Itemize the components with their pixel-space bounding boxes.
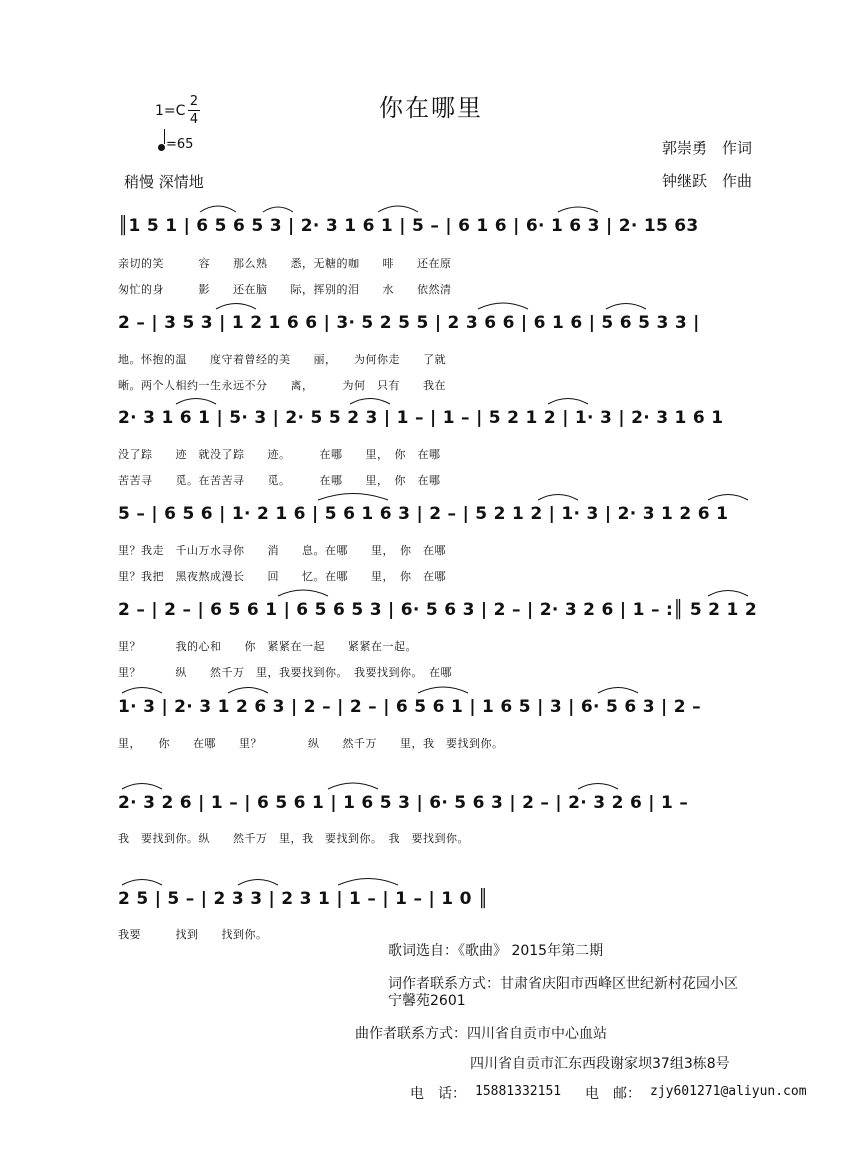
slur-arc: [418, 687, 468, 693]
slur-arc: [606, 304, 646, 310]
email-label: 电 邮：: [585, 1086, 641, 1102]
time-top: 2: [189, 94, 199, 109]
system-8-lyrics: 我要 找到 找到你。: [118, 928, 268, 941]
system-2-lyrics-verse-2: 晰。两个人相约一生永远不分 离， 为何 只有 我在: [118, 379, 446, 392]
lyricist-contact: 词作者联系方式：甘肃省庆阳市西峰区世纪新村花园小区: [388, 976, 738, 992]
system-6-lyrics: 里， 你 在哪 里？ 纵 然千万 里，我 要找到你。: [118, 737, 504, 750]
expression-mark: 稍慢 深情地: [124, 173, 204, 191]
system-5-lyrics-verse-2: 里？ 纵 然千万 里，我要找到你。 我要找到你。 在哪: [118, 666, 452, 679]
phone-label: 电 话：: [410, 1086, 466, 1102]
tempo-value: =65: [166, 137, 194, 152]
slur-arc: [538, 495, 578, 501]
slur-arc: [263, 207, 293, 212]
system-7-notes: 2· 3 2 6 | 1 – | 6 5 6 1 | 1 6 5 3 | 6· 5 6 3 | 2 – | 2· 3 2 6 | 1 –: [118, 793, 689, 813]
slur-arc: [558, 207, 598, 212]
slur-arc: [350, 399, 390, 405]
slur-arc: [200, 206, 236, 212]
slur-arc: [378, 206, 418, 212]
email-address: zjy601271@aliyun.com: [650, 1084, 807, 1099]
slur-arc: [578, 784, 618, 790]
system-3-lyrics-verse-1: 没了踪 迹 就没了踪 迹。 在哪 里， 你 在哪: [118, 448, 441, 461]
slur-arc: [478, 303, 528, 309]
slur-arc: [238, 880, 278, 886]
system-5-lyrics-verse-1: 里？ 我的心和 你 紧紧在一起 紧紧在一起。: [118, 640, 417, 653]
time-bottom: 4: [189, 112, 199, 127]
slur-arc: [122, 880, 162, 886]
slur-arc: [176, 399, 216, 405]
system-4-notes: 5 – | 6 5 6 | 1· 2 1 6 | 5 6 1 6 3 | 2 – | 5 2 1 2 | 1· 3 | 2· 3 1 2 6 1: [118, 504, 729, 524]
system-1-notes: ║1 5 1 | 6 5 6 5 3 | 2· 3 1 6 1 | 5 – | 6 1 6 | 6· 1 6 3 | 2· 15 63: [118, 216, 699, 236]
lyricist-contact-line-2: 宁馨苑2601: [388, 993, 466, 1009]
slur-arc: [228, 688, 268, 694]
song-title: 你在哪里: [379, 94, 483, 122]
system-7-lyrics: 我 要找到你。纵 然千万 里，我 要找到你。 我 要找到你。: [118, 832, 469, 845]
system-6-notes: 1· 3 | 2· 3 1 2 6 3 | 2 – | 2 – | 6 5 6 1 | 1 6 5 | 3 | 6· 5 6 3 | 2 –: [118, 697, 701, 717]
composer-credit: 钟继跃 作曲: [662, 172, 753, 190]
slur-arc: [278, 590, 328, 596]
slur-arc: [708, 591, 748, 597]
system-1-lyrics-verse-1: 亲切的笑 容 那么熟 悉，无糖的咖 啡 还在原: [118, 257, 452, 270]
system-2-lyrics-verse-1: 地。怀抱的温 度守着曾经的美 丽， 为何你走 了就: [118, 353, 446, 366]
slur-arc: [216, 304, 256, 310]
system-5-notes: 2 – | 2 – | 6 5 6 1 | 6 5 6 5 3 | 6· 5 6 3 | 2 – | 2· 3 2 6 | 1 – :║ 5 2 1 2: [118, 600, 757, 620]
slur-arc: [328, 783, 378, 789]
slur-arc: [122, 688, 162, 694]
slur-arc: [548, 399, 588, 405]
slur-arc: [338, 879, 398, 886]
system-3-lyrics-verse-2: 苦苦寻 觅。在苦苦寻 觅。 在哪 里， 你 在哪: [118, 474, 441, 487]
slur-arc: [318, 494, 388, 501]
system-4-lyrics-verse-2: 里？我把 黑夜熬成漫长 回 忆。在哪 里， 你 在哪: [118, 570, 446, 583]
slur-arc: [708, 495, 748, 501]
composer-contact: 曲作者联系方式：四川省自贡市中心血站: [355, 1026, 607, 1042]
system-3-notes: 2· 3 1 6 1 | 5· 3 | 2· 5 5 2 3 | 1 – | 1 – | 5 2 1 2 | 1· 3 | 2· 3 1 6 1: [118, 408, 724, 428]
phone-number: 15881332151: [475, 1084, 562, 1099]
lyricist-credit: 郭崇勇 作词: [662, 139, 753, 157]
system-2-notes: 2 – | 3 5 3 | 1 2 1 6 6 | 3· 5 2 5 5 | 2 3 6 6 | 6 1 6 | 5 6 5 3 3 |: [118, 313, 700, 333]
lyrics-source: 歌词选自：《歌曲》 2015年第二期: [388, 943, 604, 959]
system-4-lyrics-verse-1: 里？我走 千山万水寻你 消 息。在哪 里， 你 在哪: [118, 544, 446, 557]
system-8-notes: 2 5 | 5 – | 2 3 3 | 2 3 1 | 1 – | 1 – | 1 0 ║: [118, 889, 489, 909]
system-1-lyrics-verse-2: 匆忙的身 影 还在脑 际，挥别的泪 水 依然清: [118, 283, 452, 296]
composer-address: 四川省自贡市汇东西段谢家坝37组3栋8号: [470, 1056, 730, 1072]
slur-arc: [598, 688, 638, 694]
key-signature: 1=C: [155, 103, 186, 119]
slur-arc: [122, 784, 162, 790]
